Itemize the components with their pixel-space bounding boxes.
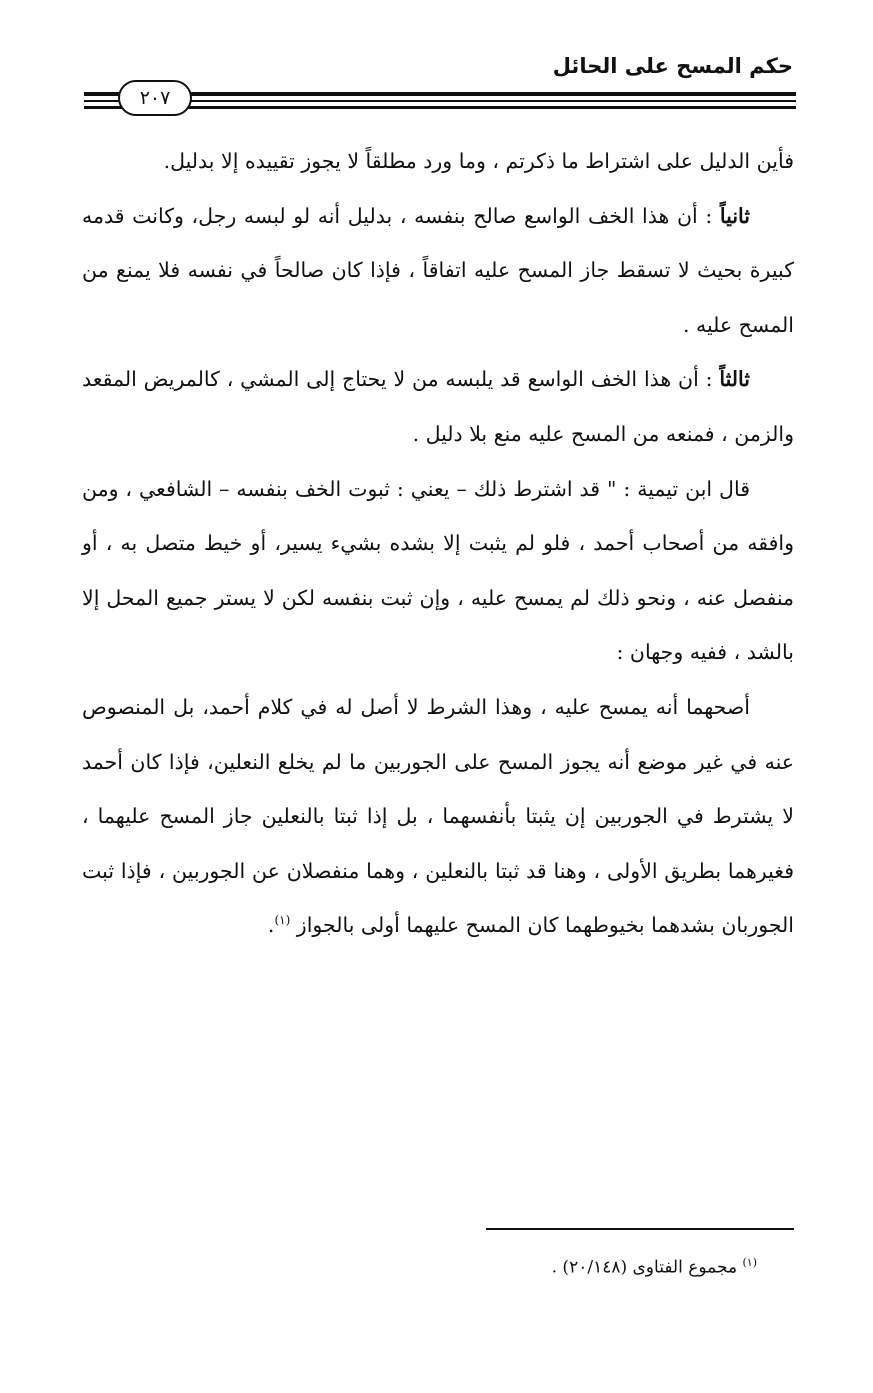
- paragraph-2-text: : أن هذا الخف الواسع صالح بنفسه ، بدليل أنه لو لبسه رجل، وكانت قدمه كبيرة بحيث لا تسقط جاز المسح عليه اتفاقاً ، فإذا كان صالحاً في نفسه فلا يمنع من المسح عليه .: [82, 203, 794, 337]
- footnote-1-text: مجموع الفتاوى (٢٠/١٤٨) .: [551, 1257, 743, 1278]
- running-title: حكم المسح على الحائل: [552, 54, 793, 78]
- paragraph-5: [82, 680, 794, 953]
- footnote-reference-1: (١): [274, 913, 291, 928]
- paragraph-4: [82, 462, 794, 680]
- footnote-1-marker: (١): [742, 1256, 757, 1269]
- header-rule-bottom: [84, 106, 796, 109]
- paragraph-4-text: قال ابن تيمية : " قد اشترط ذلك – يعني : ثبوت الخف بنفسه – الشافعي ، ومن وافقه من أصحاب أحمد ، فلو لم يثبت إلا بشده بشيء يسير، أو خيط متصل به ، أو منفصل عنه ، ونحو ذلك لم يمسح عليه ، وإن ثبت بنفسه لكن لا يستر جميع المحل إلا بالشد ، ففيه وجهان :: [82, 476, 794, 665]
- paragraph-3: [82, 352, 794, 461]
- paragraph-2: [82, 189, 794, 353]
- footnote-separator: [486, 1228, 794, 1230]
- paragraph-3-text: : أن هذا الخف الواسع قد يلبسه من لا يحتاج إلى المشي ، كالمريض المقعد والزمن ، فمنعه من المسح عليه منع بلا دليل .: [82, 367, 794, 446]
- main-text: [82, 134, 794, 953]
- paragraph-5-text: أصحهما أنه يمسح عليه ، وهذا الشرط لا أصل له في كلام أحمد، بل المنصوص عنه في غير موضع أنه يجوز المسح على الجوربين ما لم يخلع النعلين، فإذا كان أحمد لا يشترط في الجوربين إن يثبتا بأنفسهما ، بل إذا ثبتا بالنعلين جاز المسح عليهما ، فغيرهما بطريق الأولى ، وهنا قد ثبتا بالنعلين ، وهما منفصلان عن الجوربين ، فإذا ثبت الجوربان بشدهما بخيوطهما كان المسح عليهما أولى بالجواز: [82, 694, 794, 938]
- paragraph-2-lead: ثانياً: [719, 203, 750, 228]
- paragraph-5-end: .: [267, 913, 275, 938]
- page-number: ٢٠٧: [118, 80, 192, 116]
- paragraph-1-text: فأين الدليل على اشتراط ما ذكرتم ، وما ورد مطلقاً لا يجوز تقييده إلا بدليل.: [163, 149, 794, 173]
- paragraph-1: [82, 134, 794, 189]
- footnote-1: [552, 1255, 757, 1280]
- paragraph-3-lead: ثالثاً: [719, 367, 750, 392]
